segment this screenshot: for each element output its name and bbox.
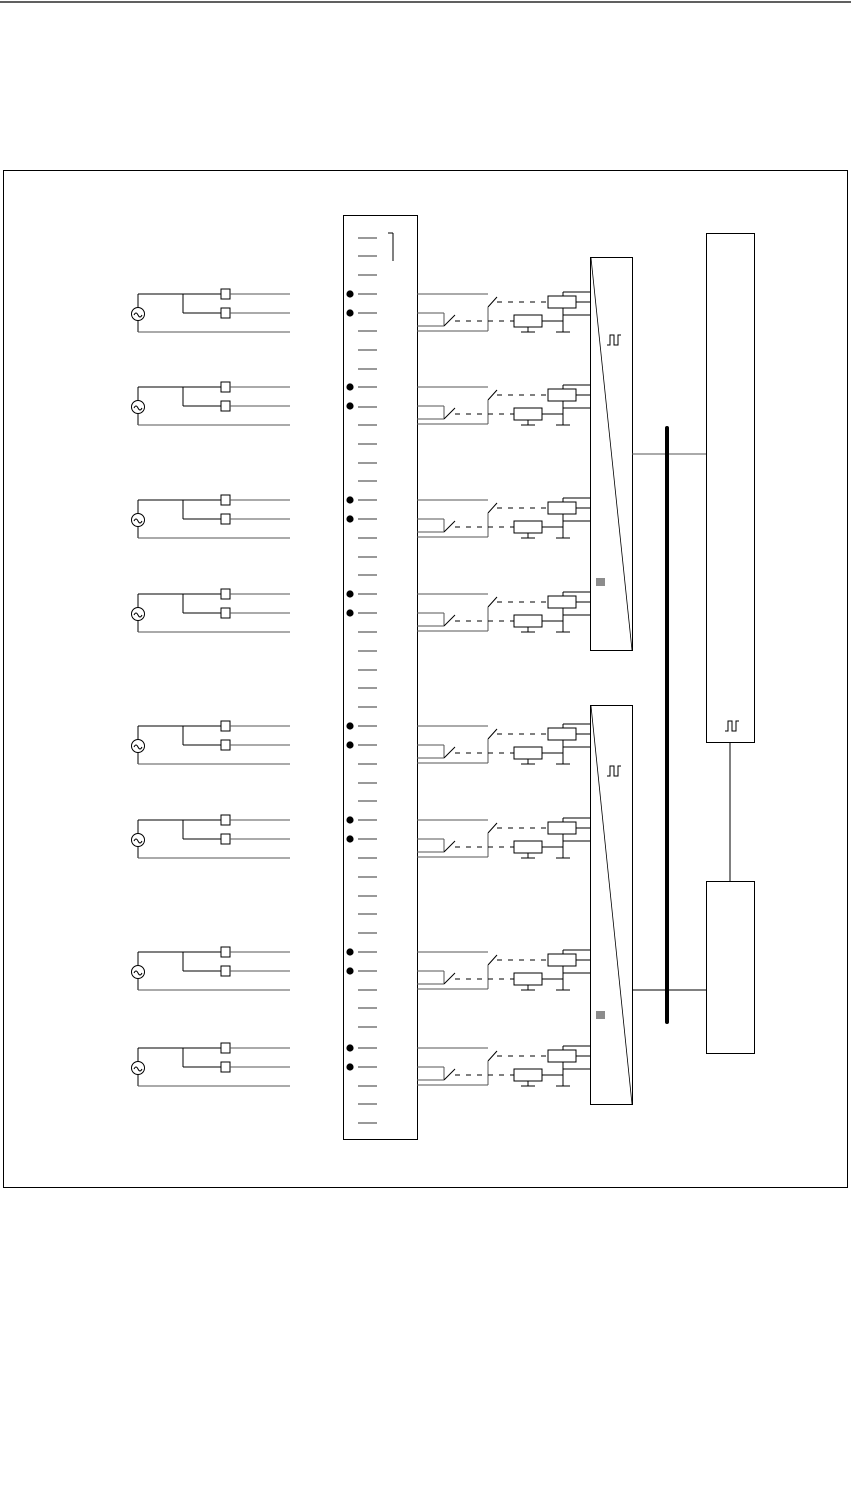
relay-coil-icon [548,596,576,608]
coil-body [514,1069,542,1081]
terminal-dot [346,290,353,297]
fuse-icon [221,1062,230,1072]
switch-contact-icon [488,1051,497,1061]
fuse-icon [221,966,230,976]
ground-icon [521,533,535,538]
ac-source-icon [132,834,145,847]
switch-blade [488,729,497,739]
relay-coil-icon [548,728,576,740]
terminal-dot-icon [346,402,353,409]
terminal-dot-icon [346,1063,353,1070]
relay-coil-icon [514,521,542,533]
fuse-body [221,1062,230,1072]
coil-body [548,954,576,966]
fuse-body [221,289,230,299]
coil-body [548,1050,576,1062]
processing-unit-box [707,234,755,743]
switch-contact-icon [488,297,497,307]
relay-coil-icon [514,841,542,853]
terminal-dot [346,948,353,955]
terminal-dot-icon [346,290,353,297]
terminal-dot [346,309,353,316]
terminal-dot-icon [346,722,353,729]
fuse-body [221,947,230,957]
ac-source-icon [132,308,145,321]
ac-source-icon [132,514,145,527]
switch-blade [488,503,497,513]
terminal-dot [346,515,353,522]
fuse-body [221,966,230,976]
switch-blade [444,615,455,626]
switch-blade [444,841,455,852]
switch-contact-icon [444,615,455,626]
fuse-body [221,308,230,318]
relay-coil-icon [548,389,576,401]
fuse-body [221,382,230,392]
coil-body [514,615,542,627]
terminal-dot [346,1063,353,1070]
sensor-source [132,495,291,538]
upper-converter-block [591,258,633,651]
terminal-dot-icon [346,741,353,748]
sensor-source [132,589,291,632]
fuse-icon [221,495,230,505]
relay-coil-icon [548,1050,576,1062]
fuse-icon [221,947,230,957]
switch-blade [444,315,455,326]
switch-contact-icon [444,841,455,852]
ac-source-icon [132,966,145,979]
coil-body [514,973,542,985]
fuse-body [221,815,230,825]
terminal-dot [346,741,353,748]
switch-blade [444,521,455,532]
switch-blade [488,955,497,965]
switch-blade [488,1051,497,1061]
terminal-strip [344,216,418,1140]
ground-icon [521,327,535,332]
switch-contact-icon [488,729,497,739]
interface-unit [707,882,755,1054]
ground-icon [521,627,535,632]
coil-body [548,596,576,608]
fuse-icon [221,289,230,299]
terminal-dot [346,496,353,503]
fuse-icon [221,401,230,411]
fuse-icon [221,589,230,599]
switch-contact-icon [444,747,455,758]
coil-body [548,389,576,401]
terminal-dot [346,383,353,390]
relay-coil-icon [548,502,576,514]
relay-coil-icon [514,747,542,759]
ac-source-icon [132,608,145,621]
coil-body [548,502,576,514]
switch-contact-icon [488,503,497,513]
fuse-body [221,1043,230,1053]
sensor-sources [132,289,291,1086]
terminal-dot-icon [346,383,353,390]
relay-coil-icon [514,615,542,627]
terminal-dot [346,967,353,974]
relay-coil-icon [514,1069,542,1081]
relay-coil-icon [548,296,576,308]
relay-coil-icon [514,973,542,985]
converter-blocks [591,234,755,1105]
switch-contact-icon [444,1069,455,1080]
ground-icon [521,1081,535,1086]
terminal-dot [346,402,353,409]
terminal-dot [346,590,353,597]
coil-body [514,521,542,533]
coil-body [514,747,542,759]
coil-body [514,408,542,420]
fuse-icon [221,721,230,731]
terminal-dot-icon [346,515,353,522]
relay-coil-icon [548,822,576,834]
coil-body [514,315,542,327]
switch-contact-icon [444,521,455,532]
relay-coil-icon [514,408,542,420]
coil-body [548,728,576,740]
switch-blade [488,297,497,307]
fuse-body [221,514,230,524]
relay-coil-icon [548,954,576,966]
switch-blade [488,390,497,400]
switch-blade [444,747,455,758]
ac-source-icon [132,401,145,414]
fuse-icon [221,1043,230,1053]
switch-blade [488,823,497,833]
terminal-dot [346,609,353,616]
terminal-dot [346,835,353,842]
switch-contact-icon [444,408,455,419]
switch-contact-icon [488,823,497,833]
fuse-body [221,495,230,505]
fuse-icon [221,815,230,825]
fuse-icon [221,514,230,524]
terminal-dot-icon [346,948,353,955]
switch-blade [444,973,455,984]
terminal-dot [346,816,353,823]
lower-converter-block [591,706,633,1105]
ac-source-icon [132,1062,145,1075]
sensor-source [132,947,291,990]
fuse-icon [221,382,230,392]
switch-contact-icon [488,597,497,607]
sensor-source [132,721,291,764]
switch-contact-icon [488,390,497,400]
relay-coil-icon [514,315,542,327]
sensor-source [132,815,291,858]
interface-unit-box [707,882,755,1054]
terminal-dot-icon [346,816,353,823]
fuse-body [221,589,230,599]
switch-contact-icon [444,315,455,326]
switch-contact-icon [488,955,497,965]
terminal-dot [346,1044,353,1051]
terminal-dot [346,722,353,729]
fuse-body [221,608,230,618]
processing-unit [707,234,755,743]
coil-body [548,296,576,308]
ground-icon [521,853,535,858]
ground-icon [521,759,535,764]
terminal-dot-icon [346,609,353,616]
fuse-body [221,740,230,750]
fuse-icon [221,834,230,844]
fuse-icon [221,308,230,318]
fuse-body [221,401,230,411]
ground-icon [521,420,535,425]
fuse-body [221,834,230,844]
fuse-icon [221,740,230,750]
fuse-body [221,721,230,731]
coil-body [514,841,542,853]
switch-blade [444,1069,455,1080]
sensor-source [132,382,291,425]
coil-body [548,822,576,834]
switch-blade [488,597,497,607]
terminal-dot-icon [346,967,353,974]
ground-icon [521,985,535,990]
ac-source-icon [132,740,145,753]
terminal-dot-icon [346,496,353,503]
sensor-source [132,1043,291,1086]
switch-blade [444,408,455,419]
terminal-dot-icon [346,309,353,316]
sensor-source [132,289,291,332]
switch-contact-icon [444,973,455,984]
terminal-dot-icon [346,1044,353,1051]
fuse-icon [221,608,230,618]
terminal-dot-icon [346,835,353,842]
terminal-dot-icon [346,590,353,597]
